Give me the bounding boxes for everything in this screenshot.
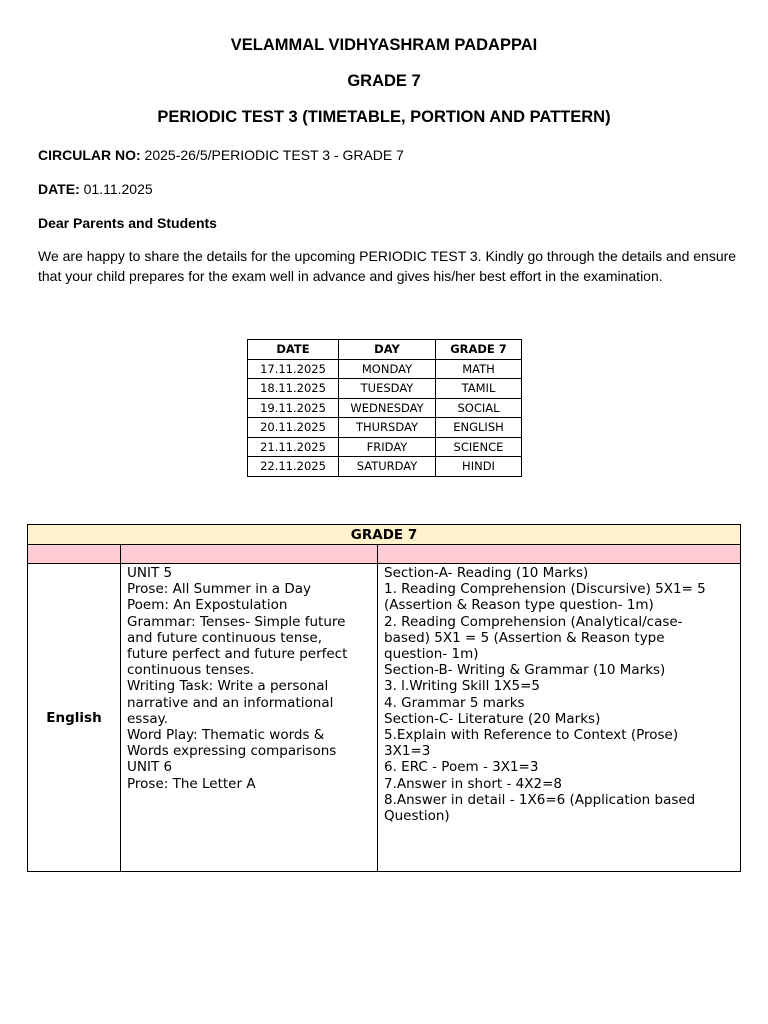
pattern-line: Section-A- Reading (10 Marks) xyxy=(384,565,589,581)
pattern-line: 5.Explain with Reference to Context (Prose) xyxy=(384,727,679,744)
pattern-line: 3X1=3 xyxy=(384,743,431,760)
table-cell: SCIENCE xyxy=(436,437,522,457)
portion-line: Words expressing comparisons xyxy=(127,743,337,760)
portion-title-row xyxy=(28,525,741,545)
pattern-line: (Assertion & Reason type question- 1m) xyxy=(384,597,654,614)
portion-line: Writing Task: Write a personal xyxy=(127,678,329,695)
date-label: DATE: xyxy=(38,181,80,197)
school-name: VELAMMAL VIDHYASHRAM PADAPPAI xyxy=(230,36,538,54)
portion-line: Word Play: Thematic words & xyxy=(127,727,325,744)
subject-name: English xyxy=(28,564,121,872)
pattern-line: 7.Answer in short - 4X2=8 xyxy=(384,775,562,792)
table-cell: HINDI xyxy=(436,457,522,477)
pattern-line: 6. ERC - Poem - 3X1=3 xyxy=(384,759,539,776)
portion-table xyxy=(27,524,741,872)
pattern-line: question- 1m) xyxy=(384,646,479,663)
table-cell: SOCIAL xyxy=(436,398,522,418)
table-row xyxy=(248,379,522,399)
portion-line: narrative and an informational xyxy=(127,694,334,711)
pattern-line: 3. l.Writing Skill 1X5=5 xyxy=(384,678,540,695)
portion-line: continuous tenses. xyxy=(127,662,255,679)
intro-paragraph: We are happy to share the details for the upcoming PERIODIC TEST 3. Kindly go through the details and ensure that your child prepares for the exam well in advance and gives his/her best effort in the examination. xyxy=(38,248,737,284)
pattern-line: 2. Reading Comprehension (Analytical/case- xyxy=(384,613,683,630)
portion-line: essay. xyxy=(127,710,169,727)
pattern-line: Section-B- Writing & Grammar (10 Marks) xyxy=(384,662,666,679)
pattern-content xyxy=(378,564,741,872)
portion-line: UNIT 6 xyxy=(127,759,173,776)
table-cell: MONDAY xyxy=(339,359,436,379)
table-cell: WEDNESDAY xyxy=(339,398,436,418)
table-cell: 20.11.2025 xyxy=(248,418,339,438)
header-cell-subject xyxy=(28,545,121,564)
pattern-line: based) 5X1 = 5 (Assertion & Reason type xyxy=(384,629,665,646)
table-cell: MATH xyxy=(436,359,522,379)
portion-line: future perfect and future perfect xyxy=(127,646,348,663)
table-cell: TAMIL xyxy=(436,379,522,399)
table-cell: 22.11.2025 xyxy=(248,457,339,477)
table-cell: 17.11.2025 xyxy=(248,359,339,379)
salutation: Dear Parents and Students xyxy=(38,215,217,231)
pattern-line: Section-C- Literature (20 Marks) xyxy=(384,710,601,727)
table-cell: SATURDAY xyxy=(339,457,436,477)
pattern-line: 4. Grammar 5 marks xyxy=(384,694,525,711)
timetable-header: DAY xyxy=(339,340,436,360)
table-cell: ENGLISH xyxy=(436,418,522,438)
portion-grade-title: GRADE 7 xyxy=(28,525,741,545)
pattern-line: 1. Reading Comprehension (Discursive) 5X1= 5 xyxy=(384,581,706,598)
table-cell: FRIDAY xyxy=(339,437,436,457)
portion-header-row xyxy=(28,545,741,564)
date-line xyxy=(38,181,153,197)
table-row xyxy=(248,359,522,379)
table-row xyxy=(248,418,522,438)
date-value: 01.11.2025 xyxy=(83,181,153,197)
portion-line: Grammar: Tenses- Simple future xyxy=(127,613,346,630)
table-cell: 18.11.2025 xyxy=(248,379,339,399)
timetable-header: GRADE 7 xyxy=(436,340,522,360)
circular-line xyxy=(38,147,404,163)
portion-line: Prose: All Summer in a Day xyxy=(127,581,312,598)
table-cell: TUESDAY xyxy=(339,379,436,399)
pattern-line: Question) xyxy=(384,808,450,825)
table-row xyxy=(248,437,522,457)
test-title: PERIODIC TEST 3 (TIMETABLE, PORTION AND PATTERN) xyxy=(157,108,611,126)
portion-line: and future continuous tense, xyxy=(127,629,323,646)
timetable xyxy=(247,339,522,477)
table-cell: THURSDAY xyxy=(339,418,436,438)
circular-value: 2025-26/5/PERIODIC TEST 3 - GRADE 7 xyxy=(144,147,404,163)
portion-line: UNIT 5 xyxy=(127,565,173,581)
portion-line: Poem: An Expostulation xyxy=(127,597,288,614)
table-cell: 19.11.2025 xyxy=(248,398,339,418)
portion-content xyxy=(121,564,378,872)
timetable-header-row xyxy=(248,340,522,360)
header-cell-portion xyxy=(121,545,378,564)
table-cell: 21.11.2025 xyxy=(248,437,339,457)
portion-row-english xyxy=(28,564,741,872)
header-cell-pattern xyxy=(378,545,741,564)
grade-heading: GRADE 7 xyxy=(347,72,421,90)
portion-line: Prose: The Letter A xyxy=(127,775,256,792)
table-row xyxy=(248,457,522,477)
circular-label: CIRCULAR NO: xyxy=(38,147,141,163)
table-row xyxy=(248,398,522,418)
timetable-header: DATE xyxy=(248,340,339,360)
pattern-line: 8.Answer in detail - 1X6=6 (Application based xyxy=(384,791,696,808)
